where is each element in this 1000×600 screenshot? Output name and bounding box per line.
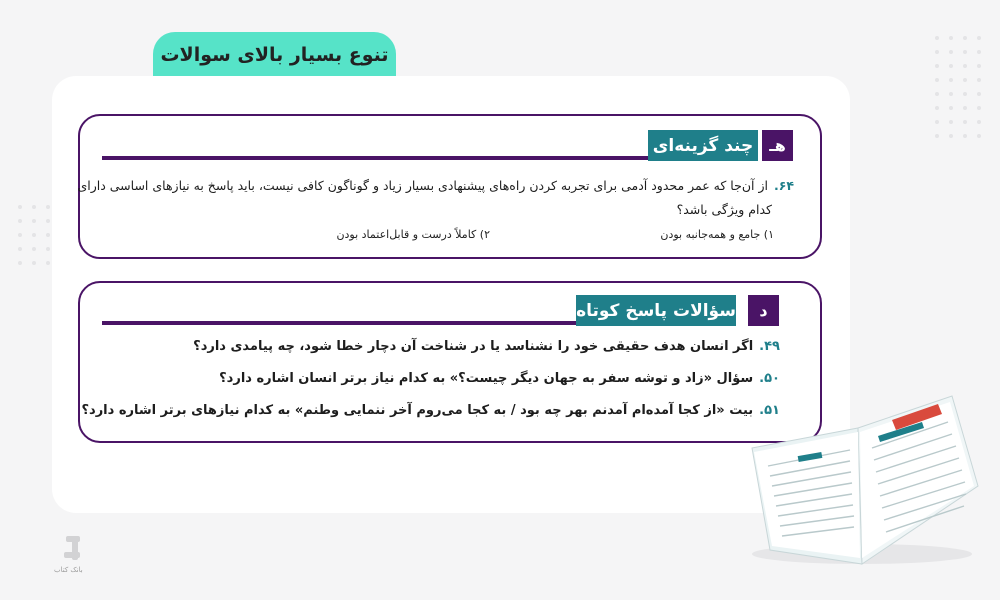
question-number: ۶۴. <box>773 178 794 193</box>
question-49: ۴۹.اگر انسان هدف حقیقی خود را نشناسد یا در شناخت آن دچار خطا شود، چه پیامدی دارد؟ <box>193 339 780 354</box>
option-1[interactable]: ۱) جامع و همه‌جانبه بودن <box>660 228 774 241</box>
question-51: ۵۱.بیت «از کجا آمده‌ام آمدنم بهر چه بود / به کجا می‌روم آخر ننمایی وطنم» به کدام نیازهای برتر اشاره دارد؟ <box>81 403 780 418</box>
question-text-cont: کدام ویژگی باشد؟ <box>676 202 772 217</box>
section-divider <box>102 321 602 325</box>
short-answer-section <box>78 281 822 443</box>
question-line-2 <box>677 198 772 222</box>
question-50: ۵۰.سؤال «زاد و توشه سفر به جهان دیگر چیست؟» به کدام نیاز برتر انسان اشاره دارد؟ <box>219 371 780 386</box>
section-letter-badge: د <box>748 295 779 326</box>
option-2[interactable]: ۲) کاملاً درست و قابل‌اعتماد بودن <box>336 228 490 241</box>
decorative-dots-right <box>935 36 981 138</box>
section-divider <box>102 156 652 160</box>
section-letter-badge: هـ <box>762 130 793 161</box>
question-text: از آن‌جا که عمر محدود آدمی برای تجربه کردن راه‌های پیشنهادی بسیار زیاد و گوناگون کافی نیست، باید پاسخ به نیازهای اساسی دارای <box>77 178 768 193</box>
decorative-dots-left <box>18 205 50 265</box>
multiple-choice-section <box>78 114 822 259</box>
header-title: تنوع بسیار بالای سوالات <box>160 44 389 66</box>
section-title: چند گزینه‌ای <box>648 130 758 161</box>
brand-name: بانک کتاب <box>54 566 83 574</box>
open-book-illustration <box>742 382 980 574</box>
question-line-1 <box>77 174 794 198</box>
section-title: سؤالات پاسخ کوتاه <box>576 295 736 326</box>
header-title-tab <box>153 32 396 78</box>
